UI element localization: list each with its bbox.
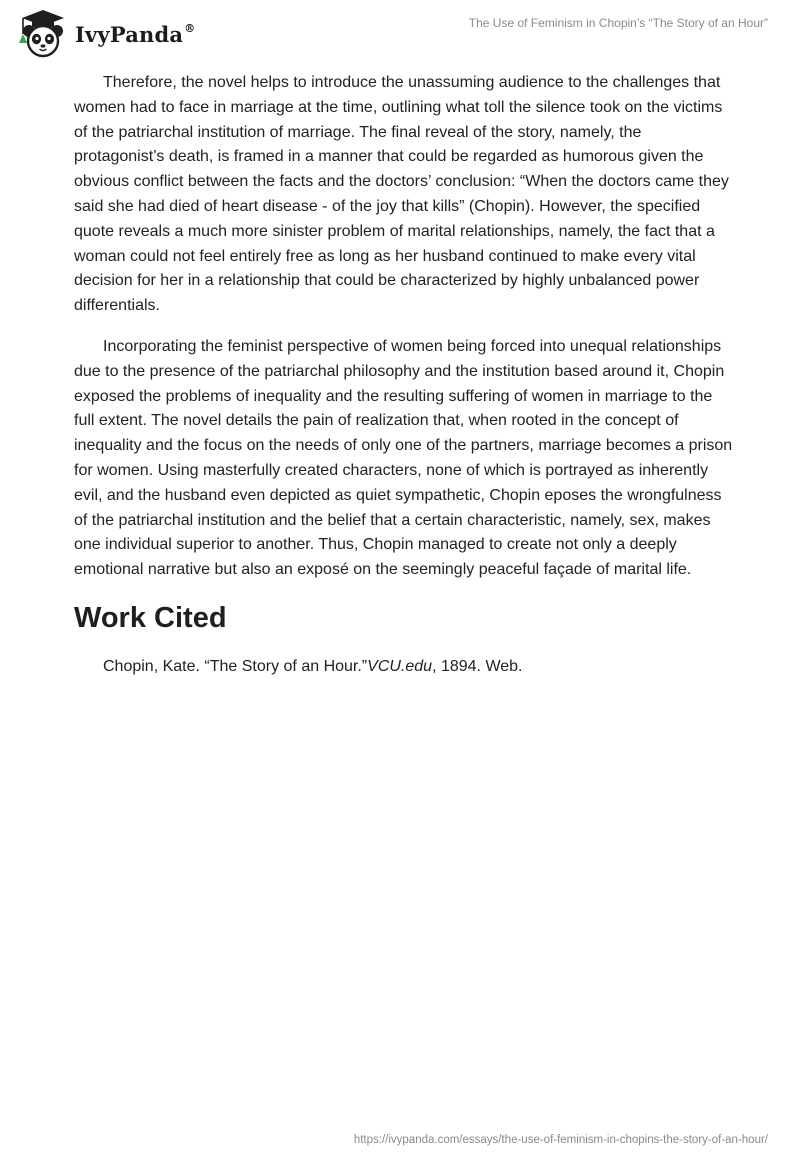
- citation-date: , 1894. Web.: [432, 657, 523, 675]
- essay-content: [74, 71, 734, 679]
- brand-name: IvyPanda®: [75, 21, 196, 47]
- panda-icon: [15, 7, 71, 59]
- paragraph-1: Therefore, the novel helps to introduce the unassuming audience to the challenges that women had to face in marriage at the time, outlining what toll the silence took on the victims of the patriarchal institution of marriage. The final reveal of the story, namely, the protagonist’s death, is framed in a manner that could be regarded as humorous given the obvious conflict between the facts and the doctors’ conclusion: “When the doctors came they said she had died of heart disease - of the joy that kills” (Chopin). However, the specified quote reveals a much more sinister problem of marital relationships, namely, the fact that a woman could not feel entirely free as long as her husband continued to make every vital decision for her in a relationship that could be characterized by highly unbalanced power differentials.: [74, 74, 729, 315]
- page-header: [0, 0, 800, 64]
- registered-mark: ®: [184, 21, 196, 35]
- document-title: The Use of Feminism in Chopin’s “The Story of an Hour”: [468, 16, 768, 30]
- ivypanda-logo[interactable]: [15, 7, 195, 59]
- citation-entry: [74, 655, 734, 679]
- page-url[interactable]: https://ivypanda.com/essays/the-use-of-feminism-in-chopins-the-story-of-an-hour/: [353, 1134, 768, 1146]
- work-cited-heading: Work Cited: [74, 601, 227, 634]
- citation-author-title: Chopin, Kate. “The Story of an Hour.”: [103, 657, 368, 675]
- paragraph-2: Incorporating the feminist perspective of women being forced into unequal relationships due to the presence of the patriarchal philosophy and the institution based around it, Chopin exposed the problems of inequality and the resulting suffering of women in marriage to the full extent. The novel details the pain of realization that, when rooted in the concept of inequality and the focus on the needs of only one of the partners, marriage becomes a prison for women. Using masterfully created characters, none of which is portrayed as inherently evil, and the husband even depicted as quiet sympathetic, Chopin eposes the wrongfulness of the patriarchal institution and the belief that a certain characteristic, namely, sex, makes one individual superior to another. Thus, Chopin managed to create not only a deeply emotional narrative but also an exposé on the seemingly peaceful façade of marital life.: [74, 337, 733, 579]
- citation-source: VCU.edu: [367, 657, 433, 675]
